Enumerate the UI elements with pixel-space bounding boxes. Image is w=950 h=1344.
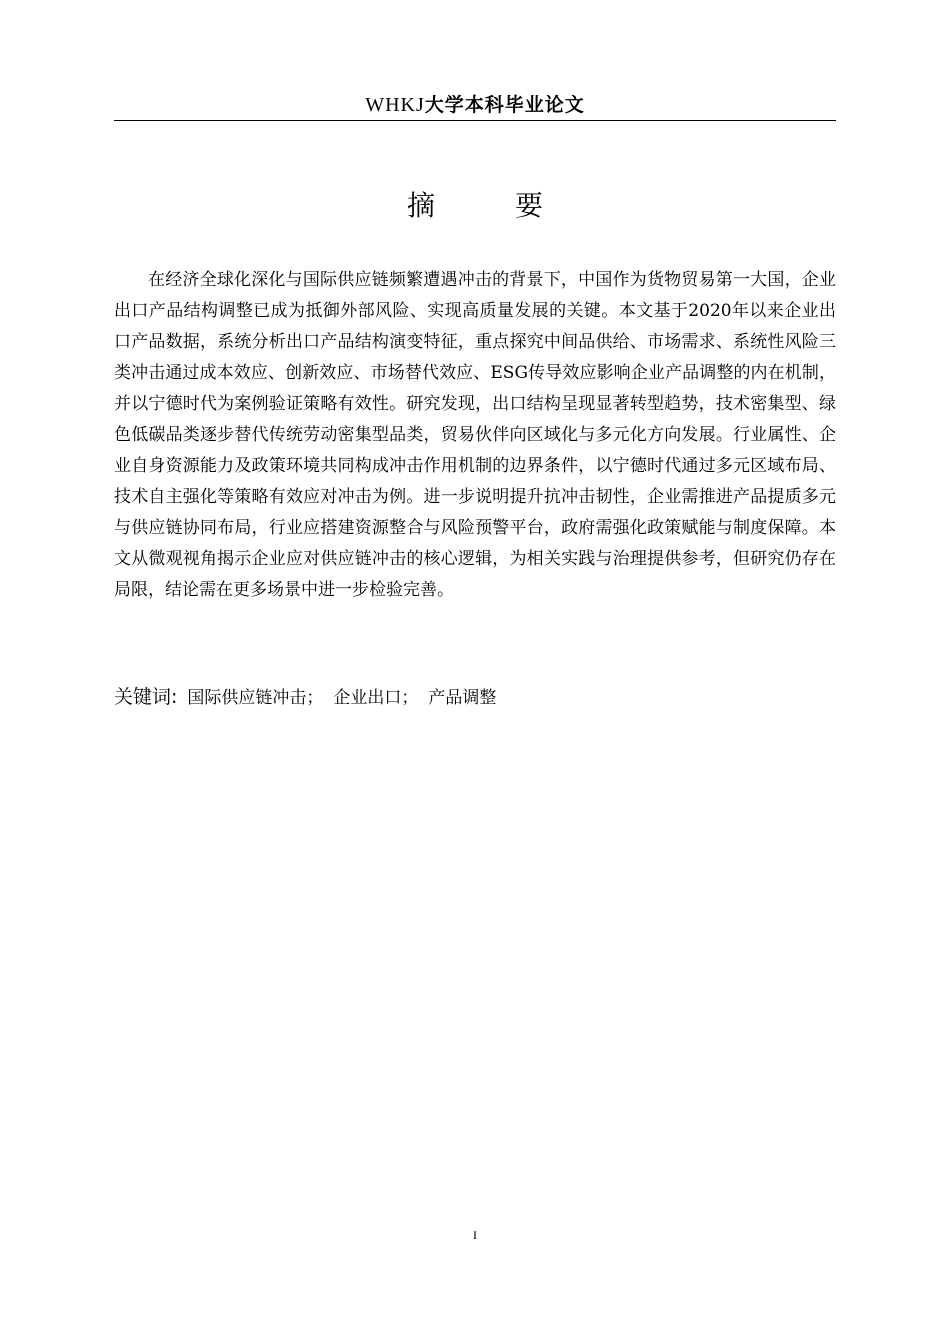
header-title [365, 94, 585, 116]
keyword-item: 产品调整 [428, 688, 497, 708]
page-number: I [473, 1228, 477, 1242]
keywords-label: 关键词: [114, 686, 178, 708]
page-header [114, 94, 836, 121]
abstract-body: 在经济全球化深化与国际供应链频繁遭遇冲击的背景下，中国作为货物贸易第一大国，企业出口产品结构调整已成为抵御外部风险、实现高质量发展的关键。本文基于2020年以来企业出口产品数据，系统分析出口产品结构演变特征，重点探究中间品供给、市场需求、系统性风险三类冲击通过成本效应、创新效应、市场替代效应、ESG传导效应影响企业产品调整的内在机制，并以宁德时代为案例验证策略有效性。研究发现，出口结构呈现显著转型趋势，技术密集型、绿色低碳品类逐步替代传统劳动密集型品类，贸易伙伴向区域化与多元化方向发展。行业属性、企业自身资源能力及政策环境共同构成冲击作用机制的边界条件，以宁德时代通过多元区域布局、技术自主强化等策略有效应对冲击为例。进一步说明提升抗冲击韧性，企业需推进产品提质多元与供应链协同布局，行业应搭建资源整合与风险预警平台，政府需强化政策赋能与制度保障。本文从微观视角揭示企业应对供应链冲击的核心逻辑，为相关实践与治理提供参考，但研究仍存在局限，结论需在更多场景中进一步检验完善。 [114, 270, 836, 600]
header-thesis-label: 大学本科毕业论文 [424, 94, 585, 116]
header-school-code: WHKJ [365, 94, 425, 116]
keywords-line [114, 682, 836, 714]
abstract-title: 摘 要 [406, 189, 569, 222]
keyword-item: 国际供应链冲击； [187, 688, 324, 708]
keyword-item: 企业出口； [333, 688, 419, 708]
